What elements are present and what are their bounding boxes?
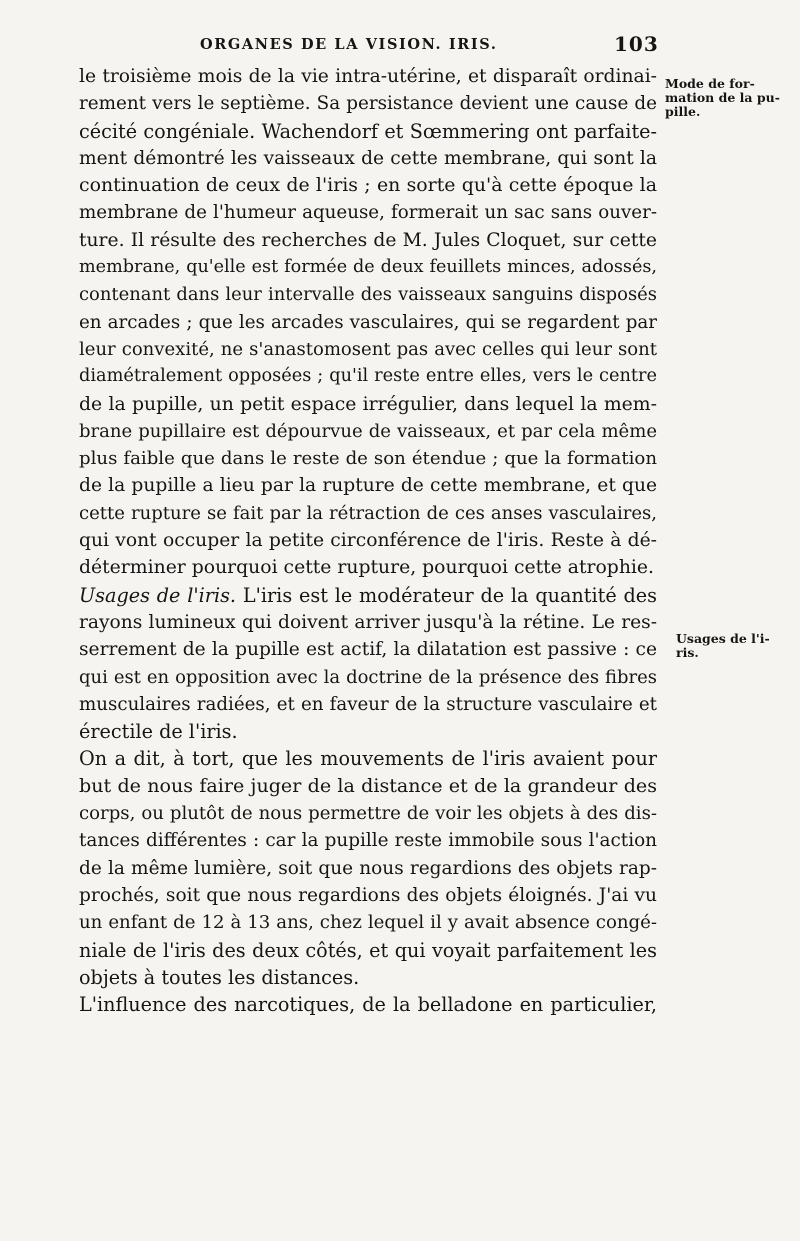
text-line: membrane, qu'elle est formée de deux feuillets minces, adossés, xyxy=(79,257,657,278)
text-line: de la pupille a lieu par la rupture de cette membrane, et que xyxy=(79,475,657,497)
text-fragment: L'iris est le modérateur de la quantité des xyxy=(242,583,657,607)
text-line: diamétralement opposées ; qu'il reste entre elles, vers le centre xyxy=(79,366,657,387)
text-line: tances différentes : car la pupille reste immobile sous l'action xyxy=(79,830,657,852)
section-lead-italic: Usages de l'iris. xyxy=(79,583,237,607)
margin-note-line: mation de la pu- xyxy=(665,90,780,105)
margin-note-line: ris. xyxy=(676,645,699,660)
text-line: corps, ou plutôt de nous permettre de voir les objets à des dis- xyxy=(79,803,657,825)
text-line: cette rupture se fait par la rétraction de ces anses vasculaires, xyxy=(79,502,657,524)
text-line: rement vers le septième. Sa persistance devient une cause de xyxy=(79,93,657,115)
paragraph-usages xyxy=(79,582,657,746)
text-line: érectile de l'iris. xyxy=(79,720,238,744)
page-header xyxy=(0,34,800,60)
text-line: de la pupille, un petit espace irrégulier, dans lequel la mem- xyxy=(79,393,657,415)
text-line: de la même lumière, soit que nous regardions des objets rap- xyxy=(79,857,657,879)
text-line: déterminer pourquoi cette rupture, pourquoi cette atrophie. xyxy=(79,557,655,579)
margin-note-line: pille. xyxy=(665,104,701,119)
text-line: rayons lumineux qui doivent arriver jusqu'à la rétine. Le res- xyxy=(79,611,657,633)
text-line: un enfant de 12 à 13 ans, chez lequel il y avait absence congé- xyxy=(79,912,657,934)
text-line: L'influence des narcotiques, de la belladone en particulier, xyxy=(79,993,657,1017)
page-number: 103 xyxy=(614,32,659,56)
text-line: le troisième mois de la vie intra-utérine, et disparaît ordinai- xyxy=(79,66,657,87)
text-line: en arcades ; que les arcades vasculaires, qui se regardent par xyxy=(79,311,657,333)
margin-note-iris-usages xyxy=(676,632,770,660)
text-line: contenant dans leur intervalle des vaisseaux sanguins disposés xyxy=(79,284,657,306)
text-line: cécité congéniale. Wachendorf et Sœmmering ont parfaite- xyxy=(79,119,657,143)
text-line xyxy=(79,582,657,609)
body-text xyxy=(79,63,657,1018)
text-line: niale de l'iris des deux côtés, et qui voyait parfaitement les xyxy=(79,938,657,962)
text-line: ment démontré les vaisseaux de cette membrane, qui sont la xyxy=(79,147,657,169)
text-line: plus faible que dans le reste de son étendue ; que la formation xyxy=(79,448,657,470)
margin-note-line: Usages de l'i- xyxy=(676,631,770,646)
text-line: prochés, soit que nous regardions des objets éloignés. J'ai vu xyxy=(79,884,657,906)
text-line: qui est en opposition avec la doctrine de la présence des fibres xyxy=(79,666,657,688)
text-line: On a dit, à tort, que les mouvements de l'iris avaient pour xyxy=(79,747,657,771)
text-line: leur convexité, ne s'anastomosent pas avec celles qui leur sont xyxy=(79,338,657,360)
paragraph-narcotics xyxy=(79,991,657,1018)
running-head: ORGANES DE LA VISION. IRIS. xyxy=(200,36,498,53)
text-line: objets à toutes les distances. xyxy=(79,965,360,989)
text-line: but de nous faire juger de la distance et de la grandeur des xyxy=(79,774,657,797)
text-line: ture. Il résulte des recherches de M. Jules Cloquet, sur cette xyxy=(79,229,657,251)
text-line: qui vont occuper la petite circonférence de l'iris. Reste à dé- xyxy=(79,530,657,552)
paragraph-pupillary-membrane xyxy=(79,63,657,582)
text-line: serrement de la pupille est actif, la dilatation est passive : ce xyxy=(79,639,657,661)
text-line: musculaires radiées, et en faveur de la structure vasculaire et xyxy=(79,693,657,715)
text-line: brane pupillaire est dépourvue de vaisseaux, et par cela même xyxy=(79,420,657,442)
paragraph-movements xyxy=(79,745,657,991)
text-line: continuation de ceux de l'iris ; en sorte qu'à cette époque la xyxy=(79,174,657,197)
margin-note-pupil-formation xyxy=(665,77,780,119)
text-line: membrane de l'humeur aqueuse, formerait un sac sans ouver- xyxy=(79,202,657,224)
margin-note-line: Mode de for- xyxy=(665,76,755,91)
